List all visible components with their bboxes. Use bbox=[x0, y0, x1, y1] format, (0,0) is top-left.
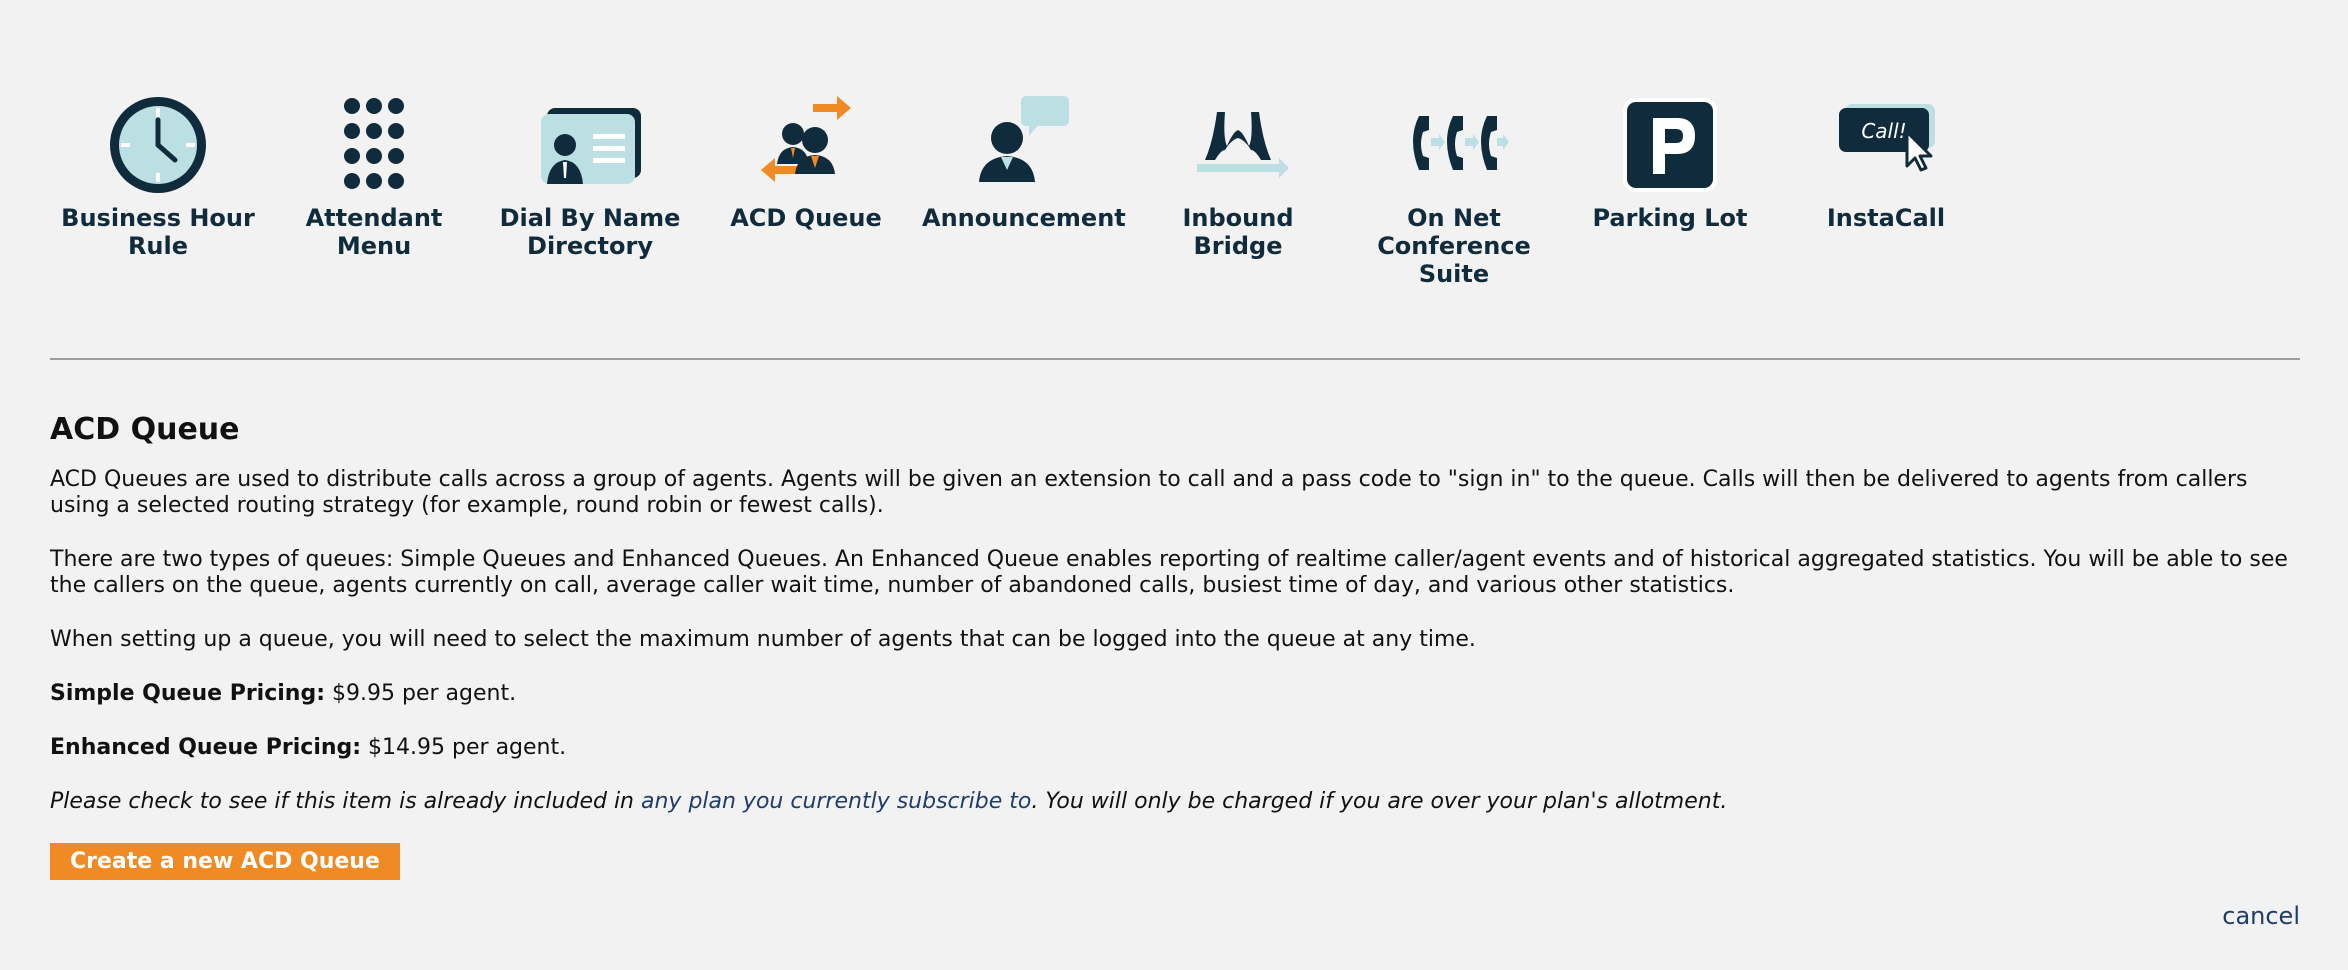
announcement-icon bbox=[967, 90, 1077, 200]
tile-parking-lot[interactable] bbox=[1562, 90, 1778, 288]
tile-label: ACD Queue bbox=[730, 204, 882, 232]
tile-label: Announcement bbox=[922, 204, 1126, 232]
tile-label: InstaCall bbox=[1826, 204, 1946, 232]
instacall-icon-text: Call! bbox=[1861, 119, 1907, 143]
simple-pricing-label: Simple Queue Pricing: bbox=[50, 681, 326, 706]
note-after: . You will only be charged if you are over your plan's allotment. bbox=[1031, 789, 1728, 814]
parking-icon bbox=[1615, 90, 1725, 200]
simple-pricing-value: $9.95 per agent. bbox=[325, 681, 517, 706]
detail-paragraph-3: When setting up a queue, you will need to select the maximum number of agents that can be logged into the queue at any time. bbox=[50, 627, 1476, 652]
id-card-icon bbox=[535, 90, 645, 200]
tile-label: Parking Lot bbox=[1592, 204, 1748, 232]
simple-queue-pricing bbox=[50, 681, 2300, 707]
detail-title: ACD Queue bbox=[50, 412, 240, 447]
conference-phones-icon bbox=[1399, 90, 1509, 200]
enhanced-pricing-label: Enhanced Queue Pricing: bbox=[50, 735, 362, 760]
tile-dial-by-name-directory[interactable] bbox=[482, 90, 698, 288]
tile-attendant-menu[interactable] bbox=[266, 90, 482, 288]
agents-queue-icon bbox=[751, 90, 861, 200]
tile-acd-queue[interactable] bbox=[698, 90, 914, 288]
detail-paragraph-1: ACD Queues are used to distribute calls across a group of agents. Agents will be given an extension to call and a pass code to "sign in" to the queue. Calls will then be delivered to agents from callers using a selected routing strategy (for example, round robin or fewest calls). bbox=[50, 467, 2248, 518]
enhanced-queue-pricing bbox=[50, 735, 2300, 761]
feature-icon-row bbox=[50, 90, 1994, 288]
tile-label: Inbound Bridge bbox=[1182, 204, 1294, 260]
tile-on-net-conference-suite[interactable] bbox=[1346, 90, 1562, 288]
clock-icon bbox=[103, 90, 213, 200]
tile-label: On Net Conference Suite bbox=[1377, 204, 1531, 288]
create-acd-queue-button[interactable]: Create a new ACD Queue bbox=[50, 843, 400, 880]
tile-label: Dial By Name Directory bbox=[499, 204, 681, 260]
tile-instacall[interactable] bbox=[1778, 90, 1994, 288]
tile-inbound-bridge[interactable] bbox=[1130, 90, 1346, 288]
plan-subscription-link[interactable]: any plan you currently subscribe to bbox=[641, 789, 1032, 814]
bridge-icon bbox=[1183, 90, 1293, 200]
tile-label: Attendant Menu bbox=[305, 204, 443, 260]
detail-paragraph-2: There are two types of queues: Simple Queues and Enhanced Queues. An Enhanced Queue enables reporting of realtime caller/agent events and of historical aggregated statistics. You will be able to see the callers on the queue, agents currently on call, average caller wait time, number of abandoned calls, busiest time of day, and various other statistics. bbox=[50, 547, 2288, 598]
acd-queue-detail bbox=[50, 412, 2300, 880]
tile-label: Business Hour Rule bbox=[61, 204, 255, 260]
plan-note bbox=[50, 789, 2300, 815]
tile-announcement[interactable] bbox=[914, 90, 1130, 288]
tile-business-hour-rule[interactable] bbox=[50, 90, 266, 288]
enhanced-pricing-value: $14.95 per agent. bbox=[361, 735, 567, 760]
cancel-link[interactable]: cancel bbox=[2222, 902, 2300, 930]
note-before: Please check to see if this item is already included in bbox=[50, 789, 641, 814]
keypad-icon bbox=[319, 90, 429, 200]
section-divider bbox=[50, 358, 2300, 360]
instacall-icon bbox=[1831, 90, 1941, 200]
